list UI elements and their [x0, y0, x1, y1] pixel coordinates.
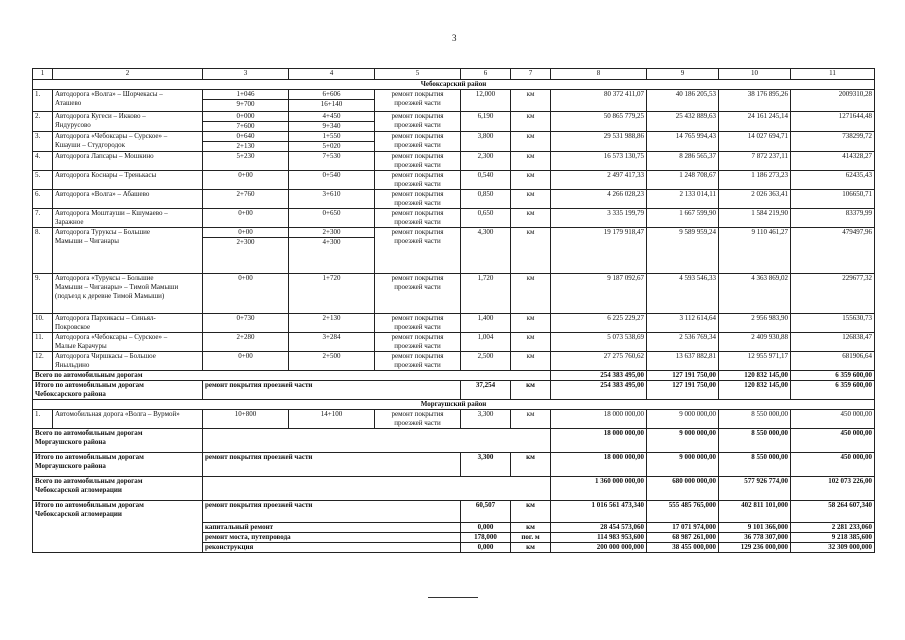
total-label: Итого по автомобильным дорогам Чебоксарской агломерации — [33, 501, 203, 553]
work-type: ремонт покрытия проезжей части — [375, 410, 461, 429]
column-number: 4 — [289, 69, 375, 80]
total-value: 17 071 974,000 — [647, 523, 719, 533]
road-name: Автодорога Моштауши – Кшумаево – Заражное — [53, 209, 203, 228]
total-cost: 16 573 130,75 — [551, 152, 647, 171]
total-row — [33, 477, 875, 501]
empty-cell — [203, 477, 551, 501]
length: 0,850 — [461, 190, 511, 209]
table-row — [33, 171, 875, 190]
station-value: 0+00 — [238, 171, 253, 179]
road-name: Автодорога «Чебоксары – Сурское» – Кшауши – Студгородок — [53, 132, 203, 152]
total-value: 120 832 145,00 — [719, 371, 791, 381]
row-number: 6. — [33, 190, 53, 209]
federal-cost: 1 248 708,67 — [647, 171, 719, 190]
local-cost: 106650,71 — [791, 190, 875, 209]
total-value: 18 000 000,00 — [551, 429, 647, 453]
empty-cell — [203, 429, 551, 453]
column-number: 5 — [375, 69, 461, 80]
work-type: ремонт покрытия проезжей части — [203, 453, 461, 477]
total-row — [33, 501, 875, 523]
station-value: 0+00 — [238, 228, 253, 236]
station-value: 5+230 — [236, 152, 255, 160]
station-value: 0+540 — [322, 171, 341, 179]
work-type: ремонт покрытия проезжей части — [375, 171, 461, 190]
table-row — [33, 90, 875, 112]
table-row — [33, 274, 875, 314]
regional-cost: 14 027 694,71 — [719, 132, 791, 152]
total-label: Всего по автомобильным дорогам Моргаушского района — [33, 429, 203, 453]
end-station — [289, 152, 375, 171]
row-number: 2. — [33, 112, 53, 132]
total-value: 127 191 750,00 — [647, 371, 719, 381]
total-cost: 9 187 092,67 — [551, 274, 647, 314]
work-type: ремонт покрытия проезжей части — [375, 90, 461, 112]
station-value: 5+020 — [289, 141, 374, 151]
row-number: 4. — [33, 152, 53, 171]
page-number: 3 — [452, 33, 457, 43]
start-station: 10+800 — [203, 410, 289, 429]
total-value: 6 359 600,00 — [791, 381, 875, 400]
road-name: Автодорога Кугеси – Икково – Яндурусово — [53, 112, 203, 132]
total-value: 9 000 000,00 — [647, 453, 719, 477]
total-value: 450 000,00 — [791, 429, 875, 453]
local-cost: 155630,73 — [791, 314, 875, 333]
station-value: 1+720 — [322, 274, 341, 282]
station-value: 1+046 — [236, 90, 255, 98]
row-number: 11. — [33, 333, 53, 352]
unit: км — [511, 352, 551, 371]
unit: км — [511, 381, 551, 400]
work-type: ремонт покрытия проезжей части — [375, 132, 461, 152]
unit: км — [511, 190, 551, 209]
regional-cost: 2 026 363,41 — [719, 190, 791, 209]
total-value: 254 383 495,00 — [551, 371, 647, 381]
row-number: 10. — [33, 314, 53, 333]
start-station — [203, 314, 289, 333]
table-row — [33, 152, 875, 171]
cost-value: 8 550 000,00 — [719, 410, 791, 429]
end-station — [289, 333, 375, 352]
unit: км — [511, 209, 551, 228]
row-number: 1. — [33, 90, 53, 112]
unit: км — [511, 333, 551, 352]
federal-cost: 8 286 565,37 — [647, 152, 719, 171]
station-value: 2+280 — [236, 333, 255, 341]
local-cost: 738299,72 — [791, 132, 875, 152]
end-station — [289, 314, 375, 333]
local-cost: 229677,32 — [791, 274, 875, 314]
total-cost: 4 266 028,23 — [551, 190, 647, 209]
row-number: 9. — [33, 274, 53, 314]
regional-cost: 9 110 461,27 — [719, 228, 791, 274]
column-number: 1 — [33, 69, 53, 80]
station-value: 6+606 — [322, 90, 341, 98]
length: 3,300 — [461, 410, 511, 429]
start-station — [203, 333, 289, 352]
total-value: 102 073 226,00 — [791, 477, 875, 501]
federal-cost: 9 589 959,24 — [647, 228, 719, 274]
footer-divider — [428, 597, 478, 598]
total-value: 680 000 000,00 — [647, 477, 719, 501]
road-repair-table — [32, 68, 875, 553]
station-value: 0+00 — [238, 352, 253, 360]
federal-cost: 3 112 614,64 — [647, 314, 719, 333]
federal-cost: 13 637 882,81 — [647, 352, 719, 371]
column-number: 2 — [53, 69, 203, 80]
station-value: 0+00 — [238, 209, 253, 217]
regional-cost: 12 955 971,17 — [719, 352, 791, 371]
total-value: 114 983 953,600 — [551, 533, 647, 543]
station-value: 7+600 — [203, 121, 288, 131]
federal-cost: 40 186 205,53 — [647, 90, 719, 112]
unit: км — [511, 543, 551, 553]
column-number: 3 — [203, 69, 289, 80]
total-cost: 29 531 988,86 — [551, 132, 647, 152]
station-value: 0+000 — [236, 112, 255, 120]
regional-cost: 2 956 983,90 — [719, 314, 791, 333]
unit: км — [511, 152, 551, 171]
start-station — [203, 274, 289, 314]
length: 6,190 — [461, 112, 511, 132]
start-station — [203, 152, 289, 171]
total-value: 8 550 000,00 — [719, 429, 791, 453]
section-title: Моргаушский район — [33, 400, 875, 410]
station-value: 3+284 — [322, 333, 341, 341]
row-number: 12. — [33, 352, 53, 371]
regional-cost: 24 161 245,14 — [719, 112, 791, 132]
total-cost: 19 179 918,47 — [551, 228, 647, 274]
total-value: 200 000 000,000 — [551, 543, 647, 553]
road-name: Автодорога Пархикасы – Синьял- Покровское — [53, 314, 203, 333]
length: 4,300 — [461, 228, 511, 274]
section-row — [33, 400, 875, 410]
total-row — [33, 429, 875, 453]
length: 3,800 — [461, 132, 511, 152]
work-type: ремонт покрытия проезжей части — [375, 314, 461, 333]
regional-cost: 7 872 237,11 — [719, 152, 791, 171]
station-value: 4+300 — [289, 237, 374, 247]
total-label: Итого по автомобильным дорогам Чебоксарского района — [33, 381, 203, 400]
total-value: 9 000 000,00 — [647, 429, 719, 453]
road-name: Автодорога «Туруксы – Большие Мамыши – Чиганары» – Тимой Мамыши (подъезд к деревне Тимой Мамыши) — [53, 274, 203, 314]
total-value: 120 832 145,00 — [719, 381, 791, 400]
length: 2,500 — [461, 352, 511, 371]
total-value: 450 000,00 — [791, 453, 875, 477]
column-number: 10 — [719, 69, 791, 80]
local-cost: 126838,47 — [791, 333, 875, 352]
start-station — [203, 132, 289, 152]
total-label: Итого по автомобильным дорогам Моргаушского района — [33, 453, 203, 477]
station-value: 3+610 — [322, 190, 341, 198]
header-row — [33, 69, 875, 80]
length: 1,400 — [461, 314, 511, 333]
total-label: Всего по автомобильным дорогам Чебоксарской агломерации — [33, 477, 203, 501]
column-number: 6 — [461, 69, 511, 80]
total-value: 8 550 000,00 — [719, 453, 791, 477]
regional-cost: 2 409 930,88 — [719, 333, 791, 352]
station-value: 2+760 — [236, 190, 255, 198]
unit: км — [511, 132, 551, 152]
start-station — [203, 228, 289, 274]
station-value: 2+130 — [203, 141, 288, 151]
local-cost: 62435,43 — [791, 171, 875, 190]
section-title: Чебоксарский район — [33, 80, 875, 90]
federal-cost: 25 432 889,63 — [647, 112, 719, 132]
road-name: Автодорога «Волга» – Шорчекасы – Аташево — [53, 90, 203, 112]
work-type: ремонт покрытия проезжей части — [375, 274, 461, 314]
work-type: ремонт покрытия проезжей части — [203, 501, 461, 523]
station-value: 9+340 — [289, 121, 374, 131]
column-number: 9 — [647, 69, 719, 80]
unit: км — [511, 453, 551, 477]
total-value: 1 360 000 000,00 — [551, 477, 647, 501]
start-station — [203, 90, 289, 112]
unit: пог. м — [511, 533, 551, 543]
regional-cost: 1 584 219,90 — [719, 209, 791, 228]
road-name: Автодорога Коснары – Тренькасы — [53, 171, 203, 190]
end-station — [289, 171, 375, 190]
federal-cost: 4 593 546,33 — [647, 274, 719, 314]
start-station — [203, 171, 289, 190]
start-station — [203, 209, 289, 228]
station-value: 0+650 — [322, 209, 341, 217]
unit: км — [511, 228, 551, 274]
total-value: 6 359 600,00 — [791, 371, 875, 381]
federal-cost: 1 667 599,90 — [647, 209, 719, 228]
station-value: 2+300 — [322, 228, 341, 236]
end-station — [289, 112, 375, 132]
column-number: 8 — [551, 69, 647, 80]
length: 0,540 — [461, 171, 511, 190]
work-type: ремонт покрытия проезжей части — [375, 152, 461, 171]
unit: км — [511, 171, 551, 190]
total-cost: 3 335 199,79 — [551, 209, 647, 228]
total-value: 9 218 385,600 — [791, 533, 875, 543]
end-station — [289, 90, 375, 112]
federal-cost: 2 536 769,34 — [647, 333, 719, 352]
total-value: 9 101 366,000 — [719, 523, 791, 533]
end-station — [289, 228, 375, 274]
work-type: ремонт покрытия проезжей части — [375, 112, 461, 132]
total-value: 555 485 765,000 — [647, 501, 719, 523]
regional-cost: 1 186 273,23 — [719, 171, 791, 190]
start-station — [203, 352, 289, 371]
cost-value: 18 000 000,00 — [551, 410, 647, 429]
total-row — [33, 371, 875, 381]
length: 3,300 — [461, 453, 511, 477]
station-value: 2+130 — [322, 314, 341, 322]
length: 37,254 — [461, 381, 511, 400]
total-value: 38 455 000,000 — [647, 543, 719, 553]
work-type: ремонт покрытия проезжей части — [375, 352, 461, 371]
unit: км — [511, 410, 551, 429]
row-number: 3. — [33, 132, 53, 152]
end-station — [289, 209, 375, 228]
unit: км — [511, 112, 551, 132]
length: 0,000 — [461, 523, 511, 533]
cost-value: 9 000 000,00 — [647, 410, 719, 429]
total-label: Всего по автомобильным дорогам — [33, 371, 551, 381]
length: 0,650 — [461, 209, 511, 228]
row-number: 1. — [33, 410, 53, 429]
federal-cost: 2 133 014,11 — [647, 190, 719, 209]
total-value: 2 281 233,060 — [791, 523, 875, 533]
station-value: 16+140 — [289, 99, 374, 109]
regional-cost: 38 176 895,26 — [719, 90, 791, 112]
total-value: 129 236 000,000 — [719, 543, 791, 553]
section-row — [33, 80, 875, 90]
road-name: Автодорога Лапсары – Мошкино — [53, 152, 203, 171]
table-row — [33, 352, 875, 371]
road-name: Автодорога «Чебоксары – Сурское» – Малые Карачуры — [53, 333, 203, 352]
row-number: 7. — [33, 209, 53, 228]
total-cost: 5 073 538,69 — [551, 333, 647, 352]
station-value: 0+730 — [236, 314, 255, 322]
column-number: 11 — [791, 69, 875, 80]
work-type: капитальный ремонт — [203, 523, 461, 533]
cost-value: 450 000,00 — [791, 410, 875, 429]
total-value: 28 454 573,060 — [551, 523, 647, 533]
length: 0,000 — [461, 543, 511, 553]
road-name: Автодорога Туруксы – Большие Мамыши – Чиганары — [53, 228, 203, 274]
federal-cost: 14 765 994,43 — [647, 132, 719, 152]
table-row — [33, 112, 875, 132]
total-value: 402 811 101,000 — [719, 501, 791, 523]
station-value: 2+500 — [322, 352, 341, 360]
start-station — [203, 190, 289, 209]
table-row — [33, 228, 875, 274]
row-number: 5. — [33, 171, 53, 190]
local-cost: 681906,64 — [791, 352, 875, 371]
table-row — [33, 209, 875, 228]
total-cost: 27 275 760,62 — [551, 352, 647, 371]
end-station: 14+100 — [289, 410, 375, 429]
station-value: 4+450 — [322, 112, 341, 120]
total-value: 58 264 607,340 — [791, 501, 875, 523]
unit: км — [511, 90, 551, 112]
length: 1,004 — [461, 333, 511, 352]
work-type: ремонт покрытия проезжей части — [203, 381, 461, 400]
station-value: 2+300 — [203, 237, 288, 247]
start-station — [203, 112, 289, 132]
table-row — [33, 410, 875, 429]
column-number: 7 — [511, 69, 551, 80]
regional-cost: 4 363 869,02 — [719, 274, 791, 314]
local-cost: 2009310,28 — [791, 90, 875, 112]
table-row — [33, 314, 875, 333]
length: 178,000 — [461, 533, 511, 543]
unit: км — [511, 501, 551, 523]
length: 1,720 — [461, 274, 511, 314]
total-value: 68 987 261,000 — [647, 533, 719, 543]
station-value: 0+00 — [238, 274, 253, 282]
length: 60,507 — [461, 501, 511, 523]
station-value: 7+530 — [322, 152, 341, 160]
local-cost: 83379,99 — [791, 209, 875, 228]
unit: км — [511, 314, 551, 333]
table-row — [33, 132, 875, 152]
table-body — [33, 69, 875, 553]
end-station — [289, 352, 375, 371]
total-value: 127 191 750,00 — [647, 381, 719, 400]
table-row — [33, 333, 875, 352]
local-cost: 414328,27 — [791, 152, 875, 171]
unit: км — [511, 523, 551, 533]
road-name: Автодорога «Волга» – Абашево — [53, 190, 203, 209]
road-name: Автодорога Чиршкасы – Большое Яныльдино — [53, 352, 203, 371]
work-type: ремонт покрытия проезжей части — [375, 190, 461, 209]
total-value: 577 926 774,00 — [719, 477, 791, 501]
total-cost: 50 865 779,25 — [551, 112, 647, 132]
road-name: Автомобильная дорога «Волга – Вурмой» — [53, 410, 203, 429]
total-cost: 2 497 417,33 — [551, 171, 647, 190]
row-number: 8. — [33, 228, 53, 274]
unit: км — [511, 274, 551, 314]
total-cost: 6 225 229,27 — [551, 314, 647, 333]
total-value: 36 778 307,000 — [719, 533, 791, 543]
local-cost: 1271644,48 — [791, 112, 875, 132]
table-row — [33, 190, 875, 209]
total-cost: 80 372 411,07 — [551, 90, 647, 112]
length: 12,000 — [461, 90, 511, 112]
end-station — [289, 132, 375, 152]
station-value: 9+700 — [203, 99, 288, 109]
work-type: ремонт покрытия проезжей части — [375, 333, 461, 352]
total-value: 1 016 561 473,340 — [551, 501, 647, 523]
end-station — [289, 190, 375, 209]
length: 2,300 — [461, 152, 511, 171]
work-type: ремонт покрытия проезжей части — [375, 209, 461, 228]
station-value: 0+640 — [236, 132, 255, 140]
station-value: 1+550 — [322, 132, 341, 140]
total-value: 32 309 000,000 — [791, 543, 875, 553]
work-type: реконструкция — [203, 543, 461, 553]
total-row — [33, 381, 875, 400]
total-row — [33, 453, 875, 477]
total-value: 254 383 495,00 — [551, 381, 647, 400]
local-cost: 479497,96 — [791, 228, 875, 274]
work-type: ремонт моста, путепровода — [203, 533, 461, 543]
end-station — [289, 274, 375, 314]
total-value: 18 000 000,00 — [551, 453, 647, 477]
work-type: ремонт покрытия проезжей части — [375, 228, 461, 274]
